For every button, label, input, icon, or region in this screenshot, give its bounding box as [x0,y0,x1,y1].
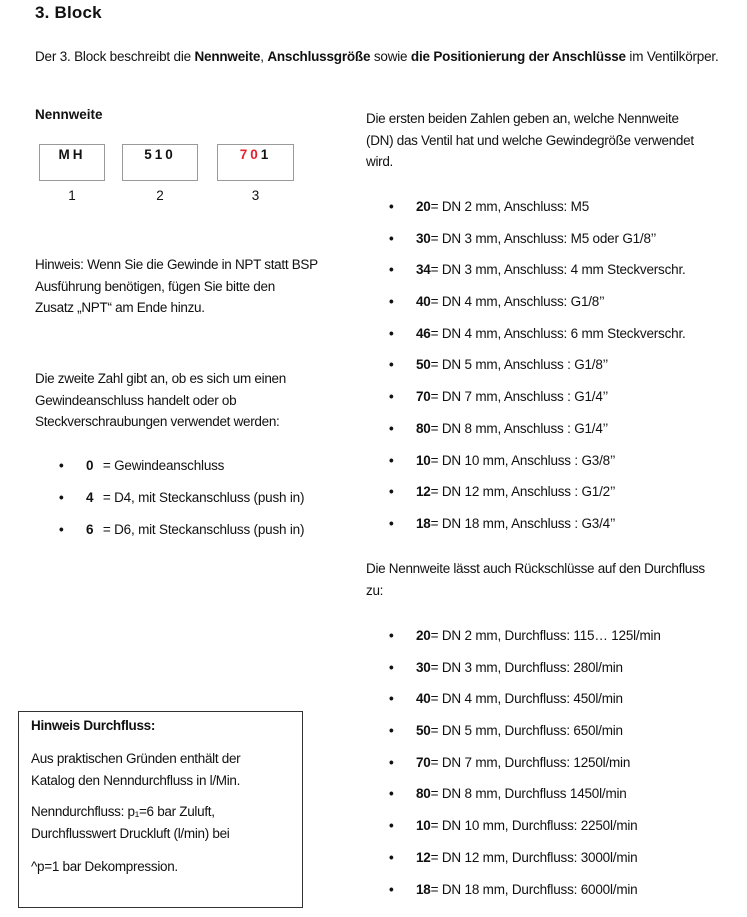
bullet-icon: • [59,522,64,537]
bullet-icon: • [389,754,394,770]
list-item-desc: = DN 10 mm, Anschluss : G3/8’’ [430,452,616,468]
list-item-code: 80 [416,420,431,436]
connection-type-list [59,456,349,552]
list-item [389,784,744,816]
list-item-code: 18 [416,515,431,531]
intro-bold-anschluss: Anschlussgröße [267,49,371,64]
bullet-icon: • [389,515,394,531]
list-item-desc: = DN 4 mm, Anschluss: G1/8’’ [430,294,605,310]
list-item-desc: = DN 3 mm, Anschluss: 4 mm Steckverschr. [430,262,686,278]
bullet-icon: • [389,484,394,500]
bullet-icon: • [389,420,394,436]
list-item [389,229,744,261]
bullet-icon: • [389,230,394,246]
size-list [389,197,744,546]
list-item-code: 50 [416,723,431,739]
list-item [389,848,744,880]
bullet-icon: • [389,818,394,834]
zweite-zahl-text: Die zweite Zahl gibt an, ob es sich um einen Gewindeanschluss handelt oder ob Steckverschraubungen verwendet werden: [35,371,286,429]
intro-bold-positionierung: die Positionierung der Anschlüsse [410,49,626,64]
bullet-icon: • [389,723,394,739]
list-item-desc: = DN 18 mm, Anschluss : G3/4’’ [430,515,616,531]
list-item [389,197,744,229]
list-item-desc: = DN 5 mm, Anschluss : G1/8’’ [430,357,609,373]
list-item-code: 30 [416,230,431,246]
code-box-1-number: 1 [68,188,76,203]
intro-bold-nennweite: Nennweite [194,49,261,64]
list-item-code: 70 [416,754,431,770]
nennweite-title: Nennweite [35,107,103,122]
bullet-icon: • [389,628,394,643]
list-item: • 4 = D4, mit Steckanschluss (push in) [59,488,349,520]
list-item-code: 10 [416,452,431,468]
list-item [389,753,744,785]
list-item: • 6 = D6, mit Steckanschluss (push in) [59,520,349,552]
list-item [389,689,744,721]
list-item-code: 18 [416,881,431,897]
list-item-desc: = DN 4 mm, Anschluss: 6 mm Steckverschr. [430,325,686,341]
bullet-icon: • [389,325,394,341]
list-item-desc: = DN 18 mm, Durchfluss: 6000l/min [430,881,638,897]
list-item-desc: = DN 3 mm, Durchfluss: 280l/min [430,659,623,675]
code-box-3: 70 1 [217,144,294,181]
list-item-desc: = DN 2 mm, Durchfluss: 115… 125l/min [430,628,661,643]
bullet-icon: • [59,490,64,505]
flow-list [389,626,744,911]
bullet-icon: • [59,458,64,473]
list-item-desc: = DN 7 mm, Anschluss : G1/4’’ [430,389,609,405]
bullet-icon: • [389,294,394,310]
list-item-code: 10 [416,818,431,834]
hinweis-npt-text: Hinweis: Wenn Sie die Gewinde in NPT statt BSP Ausführung benötigen, fügen Sie bitte den Zusatz „NPT“ am Ende hinzu. [35,257,318,315]
intro-paragraph: Der 3. Block beschreibt die Nennweite, Anschlussgröße sowie die Positionierung der Anschlüsse im Ventilkörper. [35,49,719,64]
code-box-3-red-part: 70 [239,147,261,162]
bullet-icon: • [389,452,394,468]
list-item-code: 20 [416,628,431,643]
bullet-icon: • [389,691,394,707]
list-item-code: 80 [416,786,431,802]
list-item-desc: = DN 12 mm, Durchfluss: 3000l/min [430,849,638,865]
list-item-code: 34 [416,262,431,278]
code-box-1: MH [39,144,105,181]
list-item [389,292,744,324]
list-item-desc: = DN 10 mm, Durchfluss: 2250l/min [430,818,638,834]
list-item-code: 30 [416,659,431,675]
list-item-code: 70 [416,389,431,405]
list-item-desc: = DN 5 mm, Durchfluss: 650l/min [430,723,623,739]
bullet-icon: • [389,357,394,373]
list-item-desc: = DN 12 mm, Anschluss : G1/2’’ [430,484,616,500]
list-item-desc: = DN 2 mm, Anschluss: M5 [430,199,589,214]
list-item [389,260,744,292]
code-box-2: 510 [122,144,198,181]
bullet-icon: • [389,262,394,278]
list-item-code: 12 [416,849,431,865]
list-item: • 0 = Gewindeanschluss [59,456,349,488]
list-item [389,514,744,546]
list-item [389,419,744,451]
code-box-3-number: 3 [251,188,260,203]
list-item [389,355,744,387]
list-item-desc: = DN 8 mm, Anschluss : G1/4’’ [430,420,609,436]
hinweis-durchfluss-box: Hinweis Durchfluss: Aus praktischen Gründen enthält der Katalog den Nenndurchfluss in l/Min. Nenndurchfluss: p₁=6 bar Zuluft, Durchflusswert Druckluft (l/min) bei ^p=1 bar Dekompression. [18,711,303,908]
durchfluss-intro-text: Die Nennweite lässt auch Rückschlüsse auf den Durchfluss zu: [366,561,705,598]
list-item-code: 20 [416,199,431,214]
list-item-desc: = DN 8 mm, Durchfluss 1450l/min [430,786,627,802]
list-item-code: 12 [416,484,431,500]
list-item [389,451,744,483]
list-item-desc: = DN 3 mm, Anschluss: M5 oder G1/8’’ [430,230,657,246]
section-heading: 3. Block [35,3,102,22]
list-item-code: 40 [416,691,431,707]
hinweis-box-title: Hinweis Durchfluss: [31,718,156,733]
bullet-icon: • [389,199,394,214]
bullet-icon: • [389,389,394,405]
list-item-code: 46 [416,325,431,341]
list-item [389,658,744,690]
list-item [389,387,744,419]
list-item-code: 40 [416,294,431,310]
list-item-desc: = DN 4 mm, Durchfluss: 450l/min [430,691,623,707]
list-item [389,721,744,753]
bullet-icon: • [389,849,394,865]
list-item [389,816,744,848]
bullet-icon: • [389,881,394,897]
list-item-desc: = DN 7 mm, Durchfluss: 1250l/min [430,754,631,770]
list-item [389,880,744,912]
list-item [389,626,744,658]
list-item-code: 50 [416,357,431,373]
list-item [389,482,744,514]
code-box-2-number: 2 [156,188,164,203]
erste-zahlen-text: Die ersten beiden Zahlen geben an, welche Nennweite (DN) das Ventil hat und welche Gewindegröße verwendet wird. [366,111,694,169]
list-item [389,324,744,356]
bullet-icon: • [389,786,394,802]
bullet-icon: • [389,659,394,675]
